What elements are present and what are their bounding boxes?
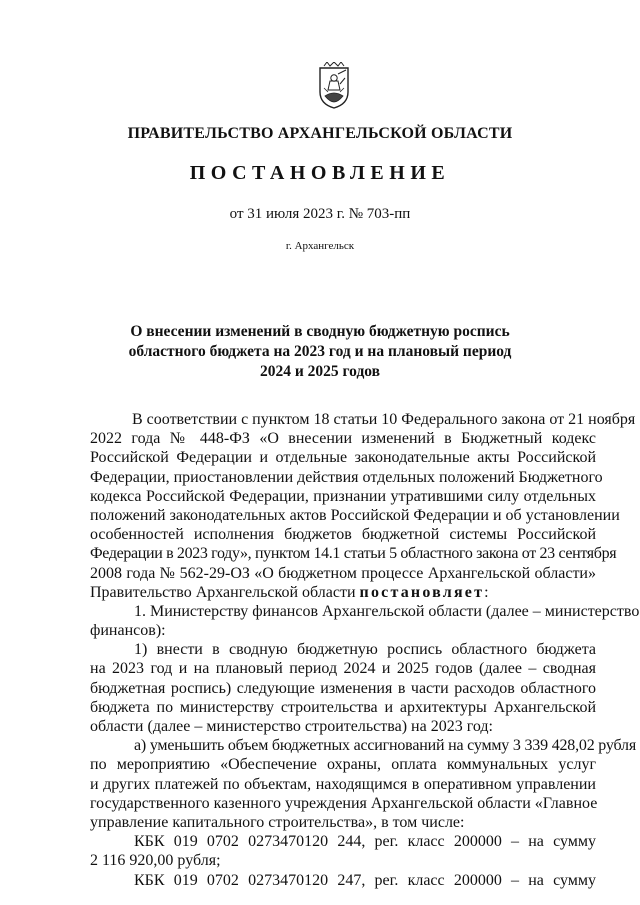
body-line: 2008 года № 562-29-ОЗ «О бюджетном процессе Архангельской области»: [90, 564, 596, 582]
body-line: на 2023 год и на плановый период 2024 и 2025 годов (далее – сводная: [90, 660, 596, 678]
body-line: КБК 019 0702 0273470120 247, рег. класс 200000 – на сумму: [134, 871, 596, 889]
body-line-resolution: [90, 583, 596, 602]
coat-of-arms-emblem: [316, 62, 352, 110]
document-title: [0, 322, 640, 382]
body-line: В соответствии с пунктом 18 статьи 10 Федерального закона от 21 ноября: [132, 411, 636, 428]
body-line: по мероприятию «Обеспечение охраны, оплата коммунальных услуг: [90, 756, 596, 774]
document-body: [90, 410, 640, 890]
body-line: 2022 года № 448-ФЗ «О внесении изменений в Бюджетный кодекс: [90, 430, 596, 448]
body-line: Российской Федерации и отдельные законодательные акты Российской: [90, 449, 596, 467]
body-line: области (далее – министерство строительства) на 2023 год:: [90, 718, 493, 735]
body-line: государственного казенного учреждения Архангельской области «Главное: [90, 794, 598, 812]
body-line: и других платежей по объектам, находящимся в оперативном управлении: [90, 775, 596, 793]
body-line: 2 116 920,00 рубля;: [90, 852, 221, 870]
body-line: 1) внести в сводную бюджетную роспись областного бюджета: [134, 641, 596, 659]
body-line: Правительство Архангельской области: [90, 583, 356, 601]
body-line: а) уменьшить объем бюджетных ассигнований на сумму 3 339 428,02 рубля: [134, 737, 636, 755]
government-name: ПРАВИТЕЛЬСТВО АРХАНГЕЛЬСКОЙ ОБЛАСТИ: [127, 125, 513, 142]
title-line: областного бюджета на 2023 год и на плановый период: [128, 343, 512, 360]
body-line: Федерации в 2023 году», пунктом 14.1 статьи 5 областного закона от 23 сентября: [90, 545, 617, 563]
title-line: О внесении изменений в сводную бюджетную роспись: [130, 323, 510, 340]
body-line: бюджета по министерству строительства и архитектуры Архангельской: [90, 698, 596, 716]
body-line: КБК 019 0702 0273470120 244, рег. класс 200000 – на сумму: [134, 833, 596, 851]
body-line: особенностей исполнения бюджетов бюджетной системы Российской: [90, 526, 596, 544]
body-line: 1. Министерству финансов Архангельской области (далее – министерство: [134, 602, 640, 620]
title-line: 2024 и 2025 годов: [259, 363, 381, 380]
resolves-word: постановляет: [359, 583, 485, 601]
body-line: финансов):: [90, 622, 166, 640]
document-type: ПОСТАНОВЛЕНИЕ: [189, 162, 451, 184]
body-line: кодекса Российской Федерации, признании утратившими силу отдельных: [90, 487, 596, 505]
body-line: Федерации, приостановлении действия отдельных положений Бюджетного: [90, 468, 603, 486]
date-and-number: от 31 июля 2023 г. № 703-пп: [229, 206, 411, 222]
body-line: управление капитального строительства», в том числе:: [90, 813, 465, 831]
city: г. Архангельск: [285, 240, 355, 252]
body-line: бюджетная роспись) следующие изменения в части расходов областного: [90, 679, 596, 697]
resolves-colon: :: [484, 583, 489, 601]
body-line: положений законодательных актов Российской Федерации и об установлении: [90, 506, 620, 524]
